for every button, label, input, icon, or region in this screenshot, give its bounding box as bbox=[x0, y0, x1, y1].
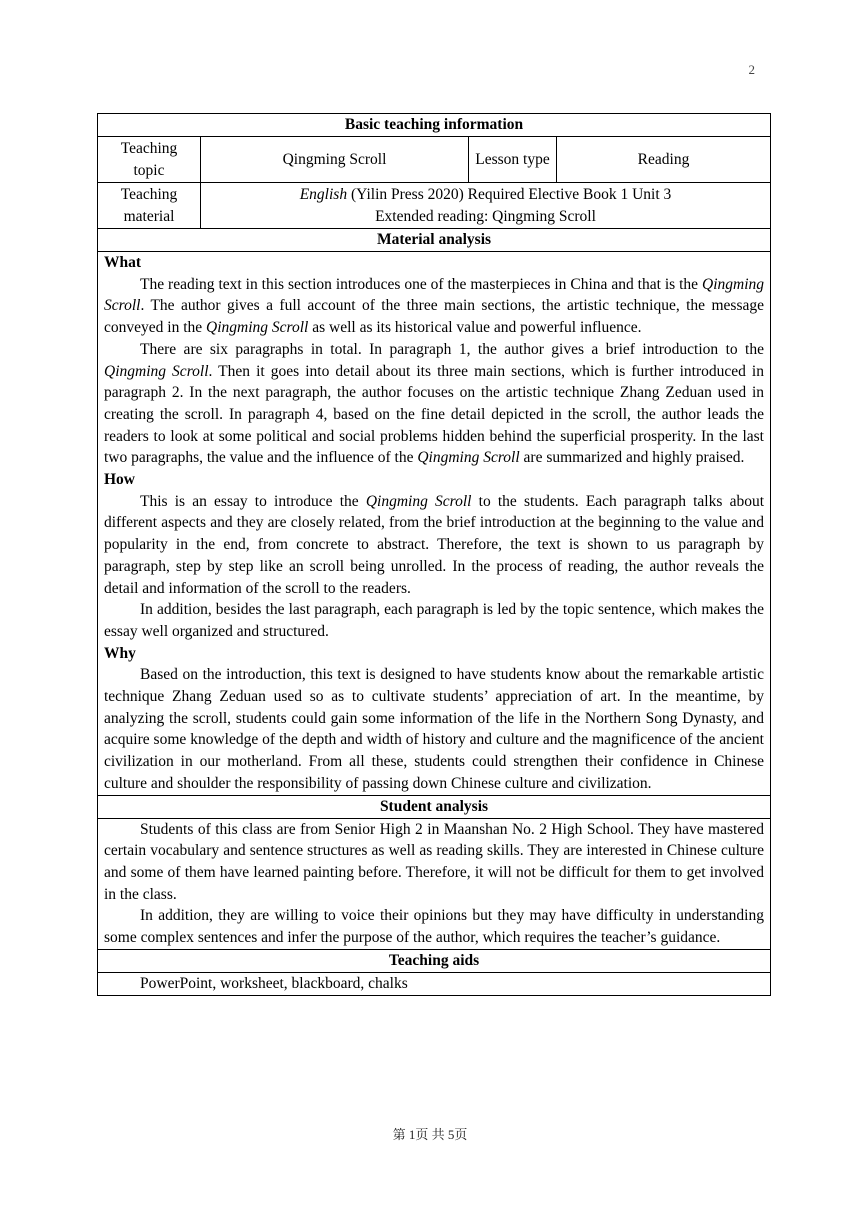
how-paragraph-2: In addition, besides the last paragraph, each paragraph is led by the topic sentence, which makes the essay well organized and structured. bbox=[104, 601, 764, 640]
what-paragraph-1: The reading text in this section introduces one of the masterpieces in China and that is the Qingming Scroll. The author gives a full account of the three main sections, the artistic technique, the message conveyed in the Qingming Scroll as well as its historical value and powerful influence. bbox=[104, 275, 764, 337]
basic-info-header: Basic teaching information bbox=[98, 114, 771, 137]
page-number: 2 bbox=[748, 62, 755, 77]
textbook-title: English bbox=[299, 185, 348, 203]
material-analysis-header: Material analysis bbox=[98, 229, 771, 252]
student-paragraph-2: In addition, they are willing to voice their opinions but they may have difficulty in understanding some complex sentences and infer the purpose of the author, which requires the teacher’s guidance. bbox=[104, 907, 764, 947]
teaching-material-value bbox=[201, 183, 771, 229]
textbook-unit: Extended reading: Qingming Scroll bbox=[375, 207, 596, 225]
teaching-material-label: Teaching material bbox=[98, 183, 201, 229]
lesson-type-value: Reading bbox=[557, 137, 771, 183]
how-heading: How bbox=[104, 471, 135, 489]
what-paragraph-2: There are six paragraphs in total. In paragraph 1, the author gives a brief introduction to the Qingming Scroll. Then it goes into detail about its three main sections, which is further introduced in paragraph 2. In the next paragraph, the author focuses on the artistic technique Zhang Zeduan used in creating the scroll. In paragraph 4, based on the fine detail depicted in the scroll, the author leads the readers to look at some political and social problems hidden behind the superficial prosperity. In the last two paragraphs, the value and the influence of the Qingming Scroll are summarized and highly praised. bbox=[104, 340, 764, 467]
textbook-detail: (Yilin Press 2020) Required Elective Book 1 Unit 3 bbox=[347, 185, 672, 203]
what-heading: What bbox=[104, 254, 142, 271]
teaching-info-table bbox=[97, 113, 771, 996]
why-heading: Why bbox=[104, 644, 136, 662]
student-paragraph-1: Students of this class are from Senior High 2 in Maanshan No. 2 High School. They have mastered certain vocabulary and sentence structures as well as reading skills. They are interested in Chinese culture and some of them have learned painting before. Therefore, it will not be difficult for them to get involved in the class. bbox=[104, 820, 764, 903]
material-analysis-body bbox=[98, 252, 771, 796]
teaching-aids-body bbox=[98, 972, 771, 995]
teaching-topic-value: Qingming Scroll bbox=[201, 137, 469, 183]
student-analysis-header: Student analysis bbox=[98, 795, 771, 818]
teaching-topic-label: Teaching topic bbox=[98, 137, 201, 183]
page-footer: 第 1页 共 5页 bbox=[392, 1127, 468, 1142]
why-paragraph-1: Based on the introduction, this text is designed to have students know about the remarkable artistic technique Zhang Zeduan used so as to cultivate students’ appreciation of art. In the meantime, by analyzing the scroll, students could gain some information of the life in the Northern Song Dynasty, and acquire some knowledge of the depth and width of history and culture and the magnificence of the ancient civilization in our motherland. From all these, students could strengthen their confidence in Chinese culture and shoulder the responsibility of passing down Chinese culture and civilization. bbox=[104, 666, 764, 792]
teaching-aids-value: PowerPoint, worksheet, blackboard, chalks bbox=[140, 974, 408, 992]
teaching-aids-header: Teaching aids bbox=[98, 949, 771, 972]
how-paragraph-1: This is an essay to introduce the Qingming Scroll to the students. Each paragraph talks about different aspects and they are closely related, from the brief introduction at the beginning to the value and popularity in the end, from concrete to abstract. Therefore, the text is shown to us paragraph by paragraph, step by step like an scroll being unrolled. In the process of reading, the author reveals the detail and information of the scroll to the readers. bbox=[104, 492, 765, 597]
student-analysis-body bbox=[98, 818, 771, 949]
lesson-type-label: Lesson type bbox=[469, 137, 557, 183]
